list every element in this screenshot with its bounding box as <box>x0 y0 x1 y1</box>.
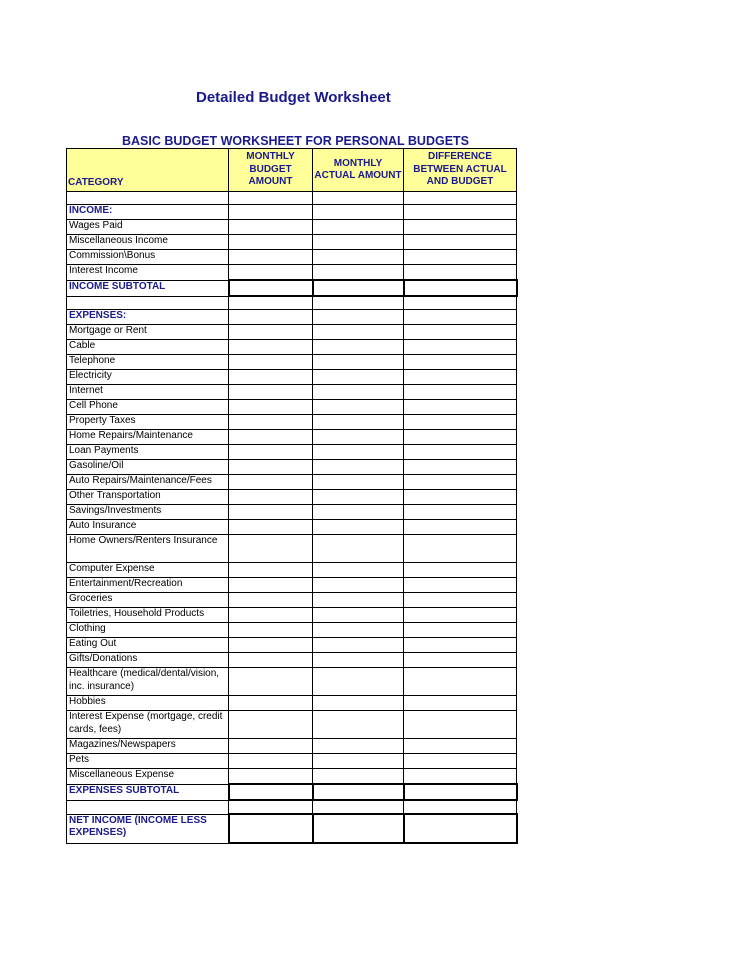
expenses-subtotal-label: EXPENSES SUBTOTAL <box>67 784 229 800</box>
category-label: Wages Paid <box>67 220 229 235</box>
difference-cell[interactable] <box>404 205 517 220</box>
category-label: Home Owners/Renters Insurance <box>67 535 229 563</box>
table-row <box>67 400 517 415</box>
difference-cell[interactable] <box>404 430 517 445</box>
actual-cell[interactable] <box>313 800 404 814</box>
budget-cell[interactable] <box>229 220 313 235</box>
difference-cell[interactable] <box>404 370 517 385</box>
table-row <box>67 739 517 754</box>
category-label: Miscellaneous Income <box>67 235 229 250</box>
category-label: Telephone <box>67 355 229 370</box>
category-label: Entertainment/Recreation <box>67 578 229 593</box>
net-income-actual-cell[interactable] <box>313 814 404 843</box>
table-row <box>67 711 517 739</box>
category-label: Home Repairs/Maintenance <box>67 430 229 445</box>
difference-cell[interactable] <box>404 250 517 265</box>
category-label: Auto Insurance <box>67 520 229 535</box>
table-row <box>67 563 517 578</box>
category-label: Gifts/Donations <box>67 653 229 668</box>
difference-cell[interactable] <box>404 711 517 739</box>
difference-cell[interactable] <box>404 296 517 310</box>
monthly-actual-header <box>313 149 404 192</box>
actual-header-line1: MONTHLY <box>333 157 383 169</box>
actual-cell[interactable] <box>313 430 404 445</box>
blank-cell <box>67 192 229 205</box>
budget-cell[interactable] <box>229 235 313 250</box>
category-label: Eating Out <box>67 638 229 653</box>
income-subtotal-row <box>67 280 517 296</box>
expenses-subtotal-budget-cell[interactable] <box>229 784 313 800</box>
actual-cell[interactable] <box>313 296 404 310</box>
category-label: Interest Expense (mortgage, credit cards, fees) <box>67 711 229 739</box>
category-label: Electricity <box>67 370 229 385</box>
budget-cell[interactable] <box>229 668 313 696</box>
blank-row <box>67 192 517 205</box>
diff-header-line3: AND BUDGET <box>426 176 494 188</box>
difference-cell[interactable] <box>404 385 517 400</box>
actual-cell[interactable] <box>313 205 404 220</box>
income-items <box>67 220 517 281</box>
actual-cell[interactable] <box>313 400 404 415</box>
table-row <box>67 355 517 370</box>
blank-cell <box>67 800 229 814</box>
difference-cell[interactable] <box>404 310 517 325</box>
table-row <box>67 608 517 623</box>
table-row <box>67 460 517 475</box>
income-subtotal-difference-cell[interactable] <box>404 280 517 296</box>
income-section-label: INCOME: <box>67 205 229 220</box>
budget-cell[interactable] <box>229 593 313 608</box>
actual-cell[interactable] <box>313 563 404 578</box>
budget-cell[interactable] <box>229 711 313 739</box>
expenses-section-row <box>67 310 517 325</box>
table-row <box>67 415 517 430</box>
budget-cell[interactable] <box>229 192 313 205</box>
difference-cell[interactable] <box>404 325 517 340</box>
net-income-label: NET INCOME (INCOME LESS EXPENSES) <box>67 814 229 843</box>
actual-cell[interactable] <box>313 653 404 668</box>
expenses-subtotal-difference-cell[interactable] <box>404 784 517 800</box>
table-row <box>67 475 517 490</box>
budget-header-line1: MONTHLY <box>246 151 295 163</box>
category-label: Cell Phone <box>67 400 229 415</box>
budget-cell[interactable] <box>229 355 313 370</box>
difference-cell[interactable] <box>404 400 517 415</box>
difference-cell[interactable] <box>404 535 517 563</box>
actual-cell[interactable] <box>313 490 404 505</box>
table-row <box>67 638 517 653</box>
blank-row <box>67 800 517 814</box>
difference-cell[interactable] <box>404 578 517 593</box>
difference-cell[interactable] <box>404 505 517 520</box>
category-label: Other Transportation <box>67 490 229 505</box>
difference-cell[interactable] <box>404 265 517 281</box>
income-section-row <box>67 205 517 220</box>
budget-cell[interactable] <box>229 520 313 535</box>
budget-cell[interactable] <box>229 310 313 325</box>
net-income-difference-cell[interactable] <box>404 814 517 843</box>
budget-cell[interactable] <box>229 490 313 505</box>
budget-table <box>66 148 518 844</box>
category-label: Toiletries, Household Products <box>67 608 229 623</box>
expenses-subtotal-actual-cell[interactable] <box>313 784 404 800</box>
budget-cell[interactable] <box>229 505 313 520</box>
difference-cell[interactable] <box>404 608 517 623</box>
difference-cell[interactable] <box>404 739 517 754</box>
category-label: Healthcare (medical/dental/vision, inc. insurance) <box>67 668 229 696</box>
category-label: Commission\Bonus <box>67 250 229 265</box>
category-label: Savings/Investments <box>67 505 229 520</box>
category-label: Auto Repairs/Maintenance/Fees <box>67 475 229 490</box>
table-row <box>67 520 517 535</box>
table-row <box>67 578 517 593</box>
actual-cell[interactable] <box>313 739 404 754</box>
table-row <box>67 505 517 520</box>
budget-cell[interactable] <box>229 340 313 355</box>
category-label: Magazines/Newspapers <box>67 739 229 754</box>
table-row <box>67 490 517 505</box>
actual-cell[interactable] <box>313 445 404 460</box>
actual-cell[interactable] <box>313 623 404 638</box>
actual-cell[interactable] <box>313 370 404 385</box>
table-row <box>67 535 517 563</box>
difference-cell[interactable] <box>404 638 517 653</box>
budget-cell[interactable] <box>229 769 313 785</box>
income-subtotal-actual-cell[interactable] <box>313 280 404 296</box>
category-label: Computer Expense <box>67 563 229 578</box>
table-row <box>67 696 517 711</box>
actual-cell[interactable] <box>313 593 404 608</box>
difference-cell[interactable] <box>404 769 517 785</box>
table-row <box>67 370 517 385</box>
diff-header-line2: BETWEEN ACTUAL <box>413 163 507 175</box>
actual-cell[interactable] <box>313 355 404 370</box>
table-row <box>67 769 517 785</box>
blank-cell <box>67 296 229 310</box>
category-label: Internet <box>67 385 229 400</box>
category-label: Gasoline/Oil <box>67 460 229 475</box>
budget-cell[interactable] <box>229 325 313 340</box>
budget-cell[interactable] <box>229 608 313 623</box>
difference-cell[interactable] <box>404 800 517 814</box>
actual-cell[interactable] <box>313 475 404 490</box>
category-label: Cable <box>67 340 229 355</box>
worksheet-heading: BASIC BUDGET WORKSHEET FOR PERSONAL BUDGETS <box>122 134 470 148</box>
budget-cell[interactable] <box>229 578 313 593</box>
actual-cell[interactable] <box>313 220 404 235</box>
table-row <box>67 265 517 281</box>
budget-cell[interactable] <box>229 265 313 281</box>
category-label: Property Taxes <box>67 415 229 430</box>
actual-cell[interactable] <box>313 668 404 696</box>
expense-items <box>67 325 517 785</box>
table-row <box>67 430 517 445</box>
budget-cell[interactable] <box>229 754 313 769</box>
actual-cell[interactable] <box>313 415 404 430</box>
difference-cell[interactable] <box>404 415 517 430</box>
difference-cell[interactable] <box>404 668 517 696</box>
actual-cell[interactable] <box>313 608 404 623</box>
actual-cell[interactable] <box>313 265 404 281</box>
monthly-budget-header <box>229 149 313 192</box>
budget-cell[interactable] <box>229 385 313 400</box>
actual-cell[interactable] <box>313 638 404 653</box>
difference-cell[interactable] <box>404 623 517 638</box>
budget-cell[interactable] <box>229 250 313 265</box>
budget-cell[interactable] <box>229 638 313 653</box>
income-subtotal-label: INCOME SUBTOTAL <box>67 280 229 296</box>
difference-cell[interactable] <box>404 445 517 460</box>
diff-header-line1: DIFFERENCE <box>428 151 492 163</box>
category-label: Interest Income <box>67 265 229 281</box>
difference-cell[interactable] <box>404 460 517 475</box>
table-row <box>67 250 517 265</box>
budget-cell[interactable] <box>229 739 313 754</box>
difference-cell[interactable] <box>404 563 517 578</box>
actual-cell[interactable] <box>313 769 404 785</box>
category-label: Miscellaneous Expense <box>67 769 229 785</box>
difference-header <box>404 149 517 192</box>
blank-row <box>67 296 517 310</box>
difference-cell[interactable] <box>404 355 517 370</box>
difference-cell[interactable] <box>404 235 517 250</box>
category-label: Hobbies <box>67 696 229 711</box>
budget-cell[interactable] <box>229 445 313 460</box>
budget-cell[interactable] <box>229 296 313 310</box>
table-row <box>67 385 517 400</box>
actual-cell[interactable] <box>313 754 404 769</box>
actual-cell[interactable] <box>313 578 404 593</box>
actual-cell[interactable] <box>313 385 404 400</box>
difference-cell[interactable] <box>404 490 517 505</box>
category-label: Mortgage or Rent <box>67 325 229 340</box>
budget-cell[interactable] <box>229 800 313 814</box>
actual-cell[interactable] <box>313 696 404 711</box>
table-row <box>67 623 517 638</box>
net-income-budget-cell[interactable] <box>229 814 313 843</box>
difference-cell[interactable] <box>404 340 517 355</box>
table-row <box>67 754 517 769</box>
budget-cell[interactable] <box>229 430 313 445</box>
budget-cell[interactable] <box>229 205 313 220</box>
difference-cell[interactable] <box>404 475 517 490</box>
table-row <box>67 235 517 250</box>
net-income-row <box>67 814 517 843</box>
budget-cell[interactable] <box>229 696 313 711</box>
category-label: Clothing <box>67 623 229 638</box>
budget-cell[interactable] <box>229 535 313 563</box>
budget-cell[interactable] <box>229 623 313 638</box>
actual-cell[interactable] <box>313 460 404 475</box>
difference-cell[interactable] <box>404 520 517 535</box>
actual-cell[interactable] <box>313 310 404 325</box>
category-header: CATEGORY <box>67 149 229 192</box>
budget-cell[interactable] <box>229 370 313 385</box>
actual-header-line2: ACTUAL AMOUNT <box>314 170 402 181</box>
budget-header-line2: BUDGET <box>249 163 292 175</box>
difference-cell[interactable] <box>404 192 517 205</box>
table-row <box>67 325 517 340</box>
actual-cell[interactable] <box>313 192 404 205</box>
table-row <box>67 340 517 355</box>
actual-cell[interactable] <box>313 325 404 340</box>
budget-cell[interactable] <box>229 563 313 578</box>
actual-cell[interactable] <box>313 505 404 520</box>
expenses-subtotal-row <box>67 784 517 800</box>
category-label: Pets <box>67 754 229 769</box>
difference-cell[interactable] <box>404 696 517 711</box>
difference-cell[interactable] <box>404 754 517 769</box>
table-row <box>67 593 517 608</box>
actual-cell[interactable] <box>313 340 404 355</box>
difference-cell[interactable] <box>404 653 517 668</box>
budget-cell[interactable] <box>229 415 313 430</box>
budget-cell[interactable] <box>229 460 313 475</box>
income-subtotal-budget-cell[interactable] <box>229 280 313 296</box>
table-row <box>67 220 517 235</box>
budget-cell[interactable] <box>229 475 313 490</box>
document-title: Detailed Budget Worksheet <box>196 89 391 106</box>
actual-cell[interactable] <box>313 535 404 563</box>
actual-cell[interactable] <box>313 250 404 265</box>
budget-header-line3: AMOUNT <box>248 176 293 188</box>
table-row <box>67 668 517 696</box>
table-row <box>67 653 517 668</box>
budget-cell[interactable] <box>229 653 313 668</box>
actual-cell[interactable] <box>313 711 404 739</box>
difference-cell[interactable] <box>404 593 517 608</box>
header-row <box>67 149 517 192</box>
difference-cell[interactable] <box>404 220 517 235</box>
actual-cell[interactable] <box>313 235 404 250</box>
actual-cell[interactable] <box>313 520 404 535</box>
category-label: Loan Payments <box>67 445 229 460</box>
budget-cell[interactable] <box>229 400 313 415</box>
table-row <box>67 445 517 460</box>
expenses-section-label: EXPENSES: <box>67 310 229 325</box>
category-label: Groceries <box>67 593 229 608</box>
